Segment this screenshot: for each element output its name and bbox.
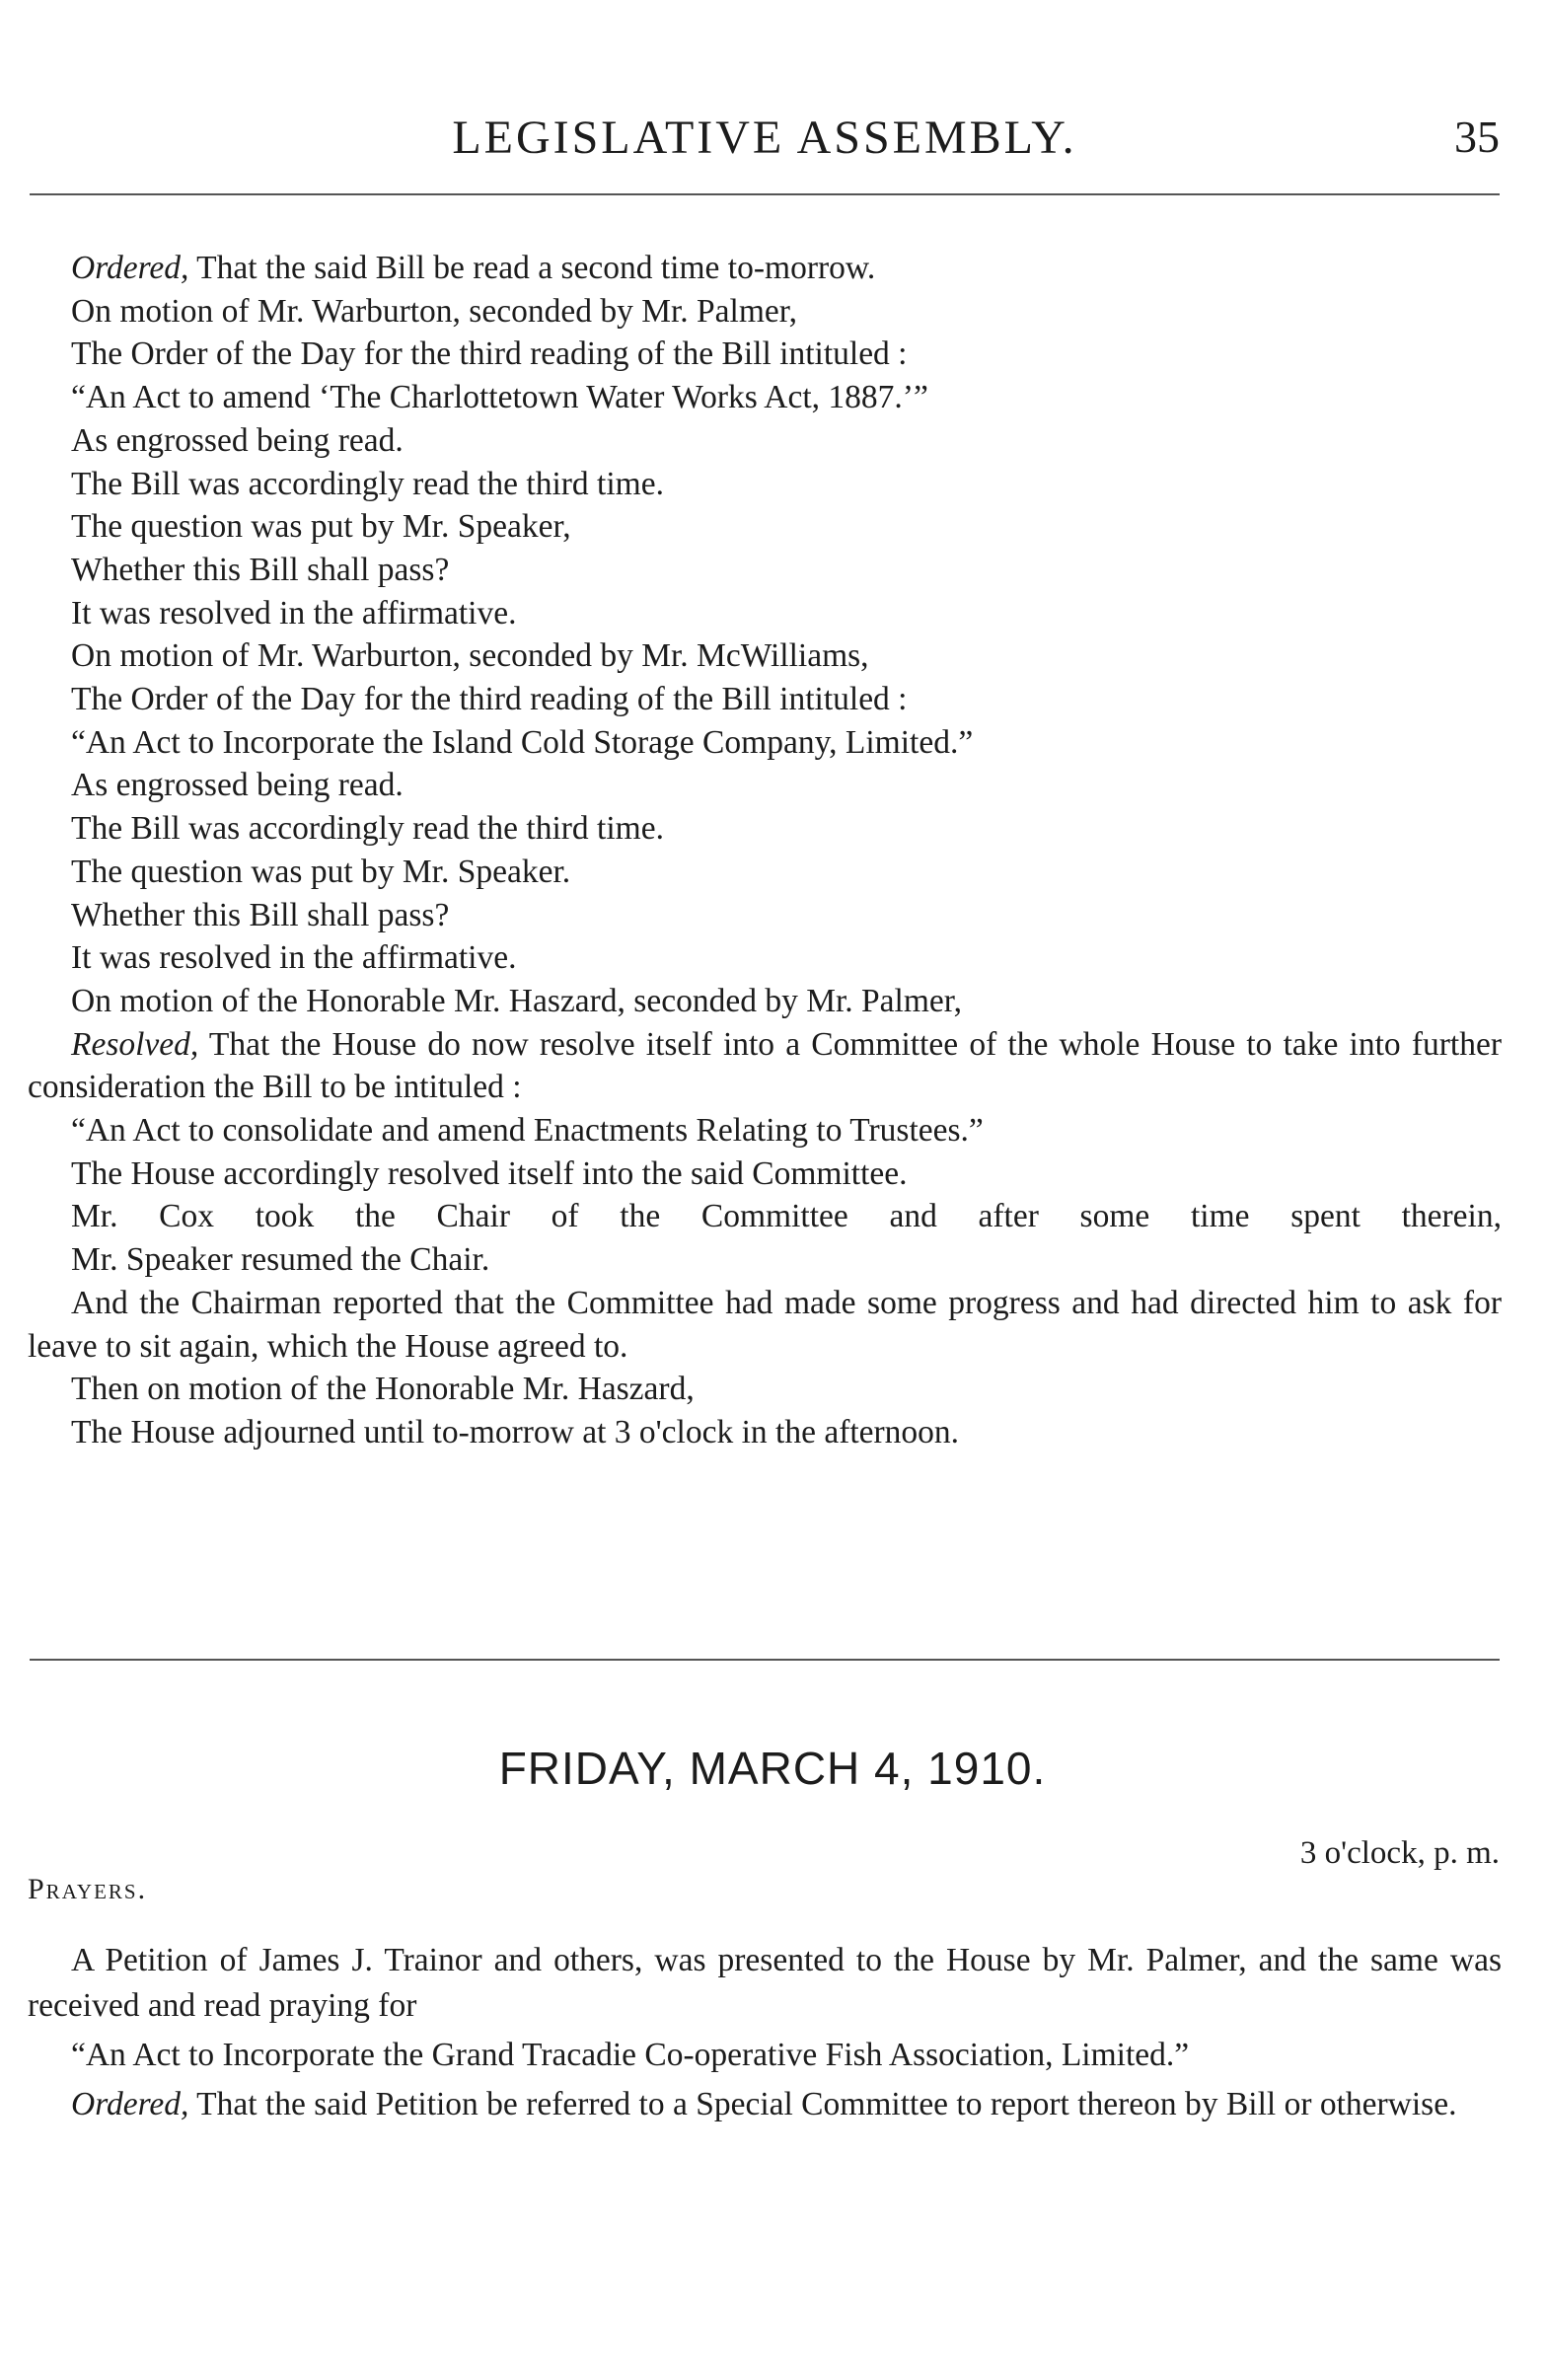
paragraph [28, 549, 1502, 592]
paragraph [28, 678, 1502, 721]
paragraph-text: On motion of Mr. Warburton, seconded by Mr. McWilliams, [71, 637, 869, 675]
paragraph [28, 634, 1502, 678]
paragraph [28, 1153, 1502, 1196]
paragraph [28, 2082, 1502, 2127]
paragraph-text: And the Chairman reported that the Committee had made some progress and had directed him to ask for leave to sit again, which the House agreed to. [28, 1284, 1502, 1365]
paragraph [28, 419, 1502, 463]
paragraph [28, 894, 1502, 937]
paragraph [28, 333, 1502, 376]
paragraph-lead-word: Ordered, [71, 250, 189, 286]
paragraph-text: “An Act to amend ‘The Charlottetown Water Works Act, 1887.’” [71, 379, 928, 416]
paragraph [28, 463, 1502, 506]
paragraph-text: That the said Bill be read a second time to-morrow. [188, 250, 876, 286]
paragraph [28, 851, 1502, 894]
paragraph [28, 592, 1502, 635]
paragraph [28, 1938, 1502, 2029]
paragraph-text: The House accordingly resolved itself into the said Committee. [71, 1154, 908, 1192]
paragraph-text: That the said Petition be referred to a Special Committee to report thereon by Bill or otherwise. [188, 2086, 1457, 2122]
paragraph-text: The Order of the Day for the third reading of the Bill intituled : [71, 335, 908, 373]
friday-proceedings-section [28, 1938, 1502, 2131]
paragraph [28, 807, 1502, 851]
paragraph-text: The question was put by Mr. Speaker. [71, 853, 571, 890]
paragraph-text: The Bill was accordingly read the third time. [71, 465, 664, 502]
paragraph-text: “An Act to Incorporate the Island Cold Storage Company, Limited.” [71, 723, 974, 761]
paragraph-text: Then on motion of the Honorable Mr. Haszard, [71, 1371, 695, 1408]
paragraph-text: The Bill was accordingly read the third time. [71, 810, 664, 848]
paragraph-text: On motion of Mr. Warburton, seconded by Mr. Palmer, [71, 292, 797, 330]
prayers-label: Prayers. [28, 1873, 148, 1905]
paragraph [28, 247, 1502, 290]
paragraph-text: That the House do now resolve itself into a Committee of the whole House to take into further consideration the Bill to be intituled : [28, 1025, 1502, 1106]
paragraph-text: A Petition of James J. Trainor and others, was presented to the House by Mr. Palmer, and the same was received and read praying for [28, 1942, 1502, 2024]
paragraph-text: The House adjourned until to-morrow at 3 o'clock in the afternoon. [71, 1413, 960, 1450]
paragraph [28, 1238, 1502, 1282]
paragraph-text: It was resolved in the affirmative. [71, 594, 517, 632]
paragraph [28, 1411, 1502, 1454]
paragraph-lead-word: Ordered, [71, 2086, 189, 2122]
paragraph-text: “An Act to Incorporate the Grand Tracadie Co-operative Fish Association, Limited.” [71, 2037, 1190, 2073]
paragraph [28, 505, 1502, 549]
header-rule [30, 193, 1500, 195]
sitting-date-heading: FRIDAY, MARCH 4, 1910. [498, 1743, 1047, 1794]
paragraph-text: It was resolved in the affirmative. [71, 939, 517, 977]
paragraph-text: “An Act to consolidate and amend Enactments Relating to Trustees.” [71, 1112, 984, 1150]
paragraph-text: As engrossed being read. [71, 421, 404, 459]
paragraph-text: Mr. Speaker resumed the Chair. [71, 1241, 490, 1279]
proceedings-section [28, 247, 1502, 1454]
paragraph [28, 1109, 1502, 1153]
sitting-time: 3 o'clock, p. m. [1299, 1835, 1500, 1871]
paragraph [28, 936, 1502, 980]
paragraph-text: Whether this Bill shall pass? [71, 896, 450, 933]
paragraph [28, 290, 1502, 334]
running-title: LEGISLATIVE ASSEMBLY. [452, 112, 1077, 164]
paragraph [28, 980, 1502, 1023]
paragraph [28, 2033, 1502, 2078]
paragraph [28, 1368, 1502, 1411]
paragraph [28, 764, 1502, 807]
section-divider-rule [30, 1659, 1500, 1661]
paragraph [28, 721, 1502, 765]
paragraph [28, 1195, 1502, 1238]
paragraph [28, 1282, 1502, 1368]
paragraph [28, 376, 1502, 419]
paragraph-text: Mr. Cox took the Chair of the Committee and after some time spent therein, [71, 1198, 1502, 1235]
running-head [30, 111, 1500, 170]
paragraph-text: Whether this Bill shall pass? [71, 551, 450, 588]
paragraph-lead-word: Resolved, [71, 1025, 199, 1063]
paragraph-text: On motion of the Honorable Mr. Haszard, seconded by Mr. Palmer, [71, 982, 962, 1019]
paragraph-text: As engrossed being read. [71, 767, 404, 804]
paragraph-text: The question was put by Mr. Speaker, [71, 508, 571, 546]
paragraph [28, 1023, 1502, 1109]
page-number: 35 [1454, 112, 1500, 162]
paragraph-text: The Order of the Day for the third reading of the Bill intituled : [71, 681, 908, 718]
